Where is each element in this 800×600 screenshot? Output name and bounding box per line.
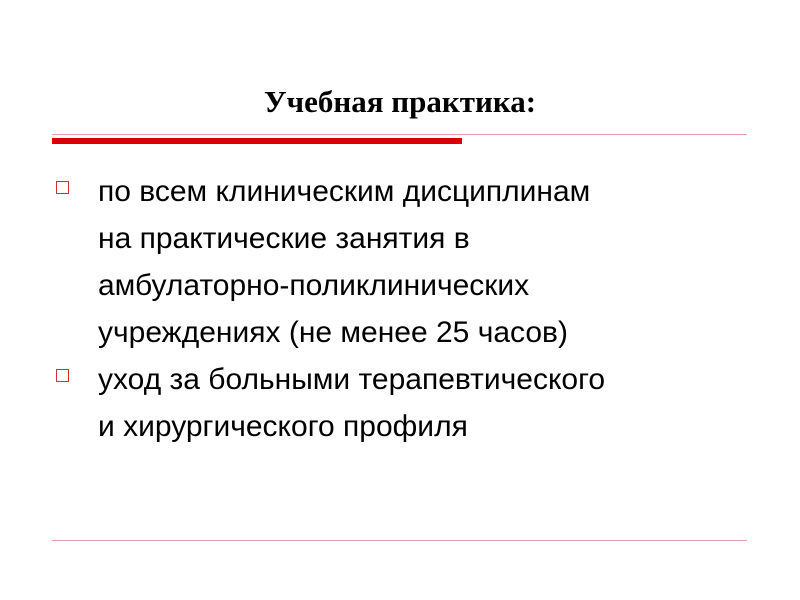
title-divider-thin bbox=[52, 134, 747, 135]
hollow-square-icon bbox=[56, 181, 69, 194]
bullet-text: уход за больными терапевтического и хирургического профиля bbox=[98, 363, 606, 443]
hollow-square-icon bbox=[56, 369, 69, 382]
bullet-item-2 bbox=[52, 356, 752, 450]
footer-divider bbox=[52, 540, 747, 541]
bullet-text: по всем клиническим дисциплинам на практические занятия в амбулаторно-поликлинических учреждениях (не менее 25 часов) bbox=[98, 175, 591, 349]
title-divider-accent bbox=[52, 138, 462, 144]
slide-title: Учебная практика: bbox=[263, 84, 537, 119]
bullet-item-1 bbox=[52, 168, 752, 356]
bullet-list bbox=[52, 168, 752, 450]
